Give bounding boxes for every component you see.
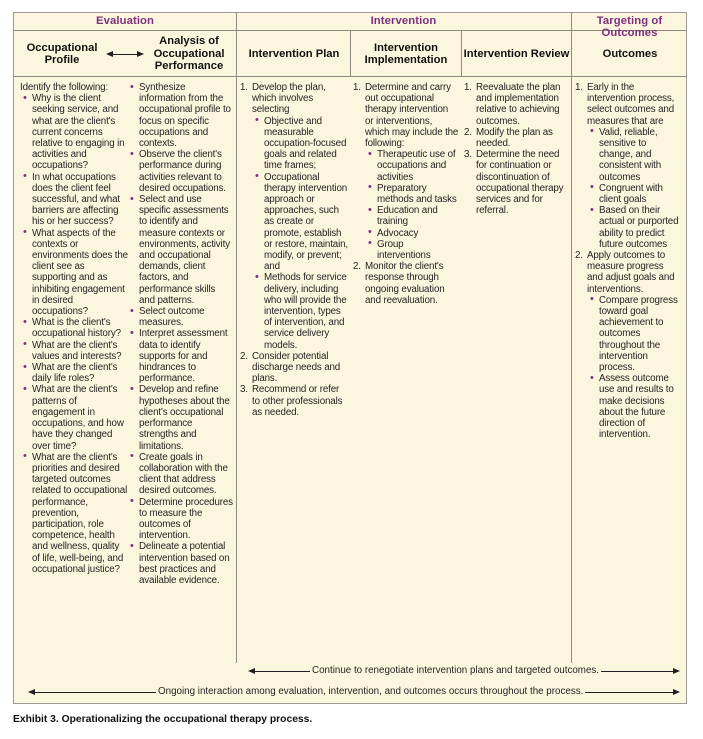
profile-item: • What aspects of the contexts or environments does the client see as supporting and as inhibiting engagement in desired occupations? xyxy=(20,228,128,318)
outcomes-subitem: • Assess outcome use and results to make decisions about the future direction of intervention. xyxy=(587,373,679,440)
implementation-column xyxy=(353,82,459,306)
profile-item: • What are the client's values and interests? xyxy=(20,340,128,362)
process-table xyxy=(13,12,687,704)
plan-item-text: Recommend or refer to other professionals as needed. xyxy=(252,384,343,418)
divider-evaluation-intervention xyxy=(236,13,237,663)
section-evaluation: Evaluation xyxy=(95,15,155,27)
analysis-item: • Interpret assessment data to identify supports for and hindrances to performance. xyxy=(127,328,233,384)
profile-item: • In what occupations does the client feel successful, and what barriers are affecting his or her success? xyxy=(20,172,128,228)
implementation-item xyxy=(353,261,459,306)
outcomes-subitem: • Valid, reliable, sensitive to change, and consistent with outcomes xyxy=(587,127,679,183)
divider-intervention-outcomes xyxy=(571,13,572,663)
implementation-subitem: • Group interventions xyxy=(365,239,459,261)
review-item xyxy=(464,149,568,216)
section-targeting-outcomes: Targeting of Outcomes xyxy=(596,15,663,39)
implementation-subitem: • Education and training xyxy=(365,205,459,227)
outcomes-item-number: 2. xyxy=(575,250,583,262)
profile-item: • What are the client's daily life roles? xyxy=(20,362,128,384)
implementation-item-number: 2. xyxy=(353,261,361,273)
plan-item-number: 2. xyxy=(240,350,248,362)
review-item xyxy=(464,82,568,127)
implementation-item xyxy=(353,82,459,261)
ongoing-interaction-text: Ongoing interaction among evaluation, intervention, and outcomes occurs throughout the process. xyxy=(158,686,584,697)
review-column xyxy=(464,82,568,216)
analysis-item: • Select and use specific assessments to identify and measure contexts or environments, activity and occupational demands, client factors, and performance skills and patterns. xyxy=(127,194,233,306)
analysis-item: • Create goals in collaboration with the client that address desired outcomes. xyxy=(127,452,233,497)
plan-item-number: 1. xyxy=(240,82,248,93)
analysis-item: • Develop and refine hypotheses about the client's occupational performance strengths and limitations. xyxy=(127,384,233,451)
analysis-item: • Observe the client's performance during activities relevant to desired occupations. xyxy=(127,149,233,194)
analysis-item: • Synthesize information from the occupational profile to focus on specific occupations and contexts. xyxy=(127,82,233,149)
implementation-item-text: Monitor the client's response through ongoing evaluation and reevaluation. xyxy=(365,261,445,306)
profile-intro: Identify the following: xyxy=(20,82,109,93)
plan-item-text: Develop the plan, which involves selecting xyxy=(252,82,326,116)
plan-subitem: • Objective and measurable occupation-focused goals and related time frames; xyxy=(252,116,348,172)
profile-item: • Why is the client seeking service, and what are the client's current concerns relative to engaging in activities and occupations? xyxy=(20,93,128,171)
bidirectional-arrow-icon xyxy=(106,51,144,58)
review-item xyxy=(464,127,568,149)
plan-item xyxy=(240,82,348,351)
outcomes-item-text: Apply outcomes to measure progress and adjust goals and interventions. xyxy=(587,250,675,295)
outcomes-item-text: Early in the intervention process, select outcomes and measures that are xyxy=(587,82,675,127)
review-item-text: Determine the need for continuation or discontinuation of occupational therapy services and for referral. xyxy=(476,149,564,217)
outcomes-item xyxy=(575,82,679,250)
header-intervention-implementation: Intervention Implementation xyxy=(364,41,448,66)
plan-item xyxy=(240,351,348,385)
implementation-item-text: Determine and carry out occupational therapy intervention or interventions, which may include the following: xyxy=(365,82,459,150)
header-outcomes: Outcomes xyxy=(602,47,658,60)
outcomes-item-number: 1. xyxy=(575,82,583,93)
plan-item-number: 3. xyxy=(240,384,248,396)
plan-column xyxy=(240,82,348,418)
header-intervention-plan: Intervention Plan xyxy=(248,47,340,60)
analysis-item: • Delineate a potential intervention based on best practices and available evidence. xyxy=(127,541,233,586)
analysis-item: • Determine procedures to measure the outcomes of intervention. xyxy=(127,497,233,542)
header-intervention-review: Intervention Review xyxy=(463,47,570,60)
analysis-item: • Select outcome measures. xyxy=(127,306,233,328)
review-item-number: 3. xyxy=(464,149,472,161)
implementation-subitem: • Therapeutic use of occupations and activities xyxy=(365,149,459,183)
profile-item: • What are the client's priorities and desired targeted outcomes related to occupational performance, prevention, participation, role competence, health and wellness, quality of life, well-being, and occupational justice? xyxy=(20,452,128,575)
implementation-subitem: • Preparatory methods and tasks xyxy=(365,183,459,205)
review-item-number: 2. xyxy=(464,126,472,138)
implementation-subitem: • Advocacy xyxy=(365,228,459,239)
plan-item-text: Consider potential discharge needs and plans. xyxy=(252,350,341,385)
outcomes-subitem: • Congruent with client goals xyxy=(587,183,679,205)
ongoing-interaction-arrow xyxy=(28,686,680,698)
outcomes-subitem: • Based on their actual or purported ability to predict future outcomes xyxy=(587,205,679,250)
header-occupational-profile: Occupational Profile xyxy=(26,41,98,66)
plan-subitem: • Methods for service delivery, including who will provide the intervention, types of intervention, and service delivery models. xyxy=(252,272,348,350)
section-intervention: Intervention xyxy=(370,15,437,27)
profile-column xyxy=(20,82,128,575)
profile-item: • What are the client's patterns of engagement in occupations, and how have they changed over time? xyxy=(20,384,128,451)
renegotiate-arrow xyxy=(248,665,680,677)
implementation-item-number: 1. xyxy=(353,82,361,93)
review-item-text: Modify the plan as needed. xyxy=(476,126,553,150)
review-item-number: 1. xyxy=(464,82,472,93)
header-analysis-occupational-performance: Analysis of Occupational Performance xyxy=(153,35,225,73)
plan-item xyxy=(240,384,348,418)
outcomes-subitem: • Compare progress toward goal achievement to outcomes throughout the intervention process. xyxy=(587,295,679,373)
plan-subitem: • Occupational therapy intervention approach or approaches, such as create or promote, establish or restore, maintain, modify, or prevent; and xyxy=(252,172,348,273)
profile-item: • What is the client's occupational history? xyxy=(20,317,128,339)
renegotiate-text: Continue to renegotiate intervention plans and targeted outcomes. xyxy=(312,665,600,676)
outcomes-item xyxy=(575,250,679,440)
review-item-text: Reevaluate the plan and implementation relative to achieving outcomes. xyxy=(476,82,561,127)
exhibit-caption: Exhibit 3. Operationalizing the occupational therapy process. xyxy=(13,714,313,725)
analysis-column xyxy=(127,82,233,586)
outcomes-column xyxy=(575,82,679,441)
